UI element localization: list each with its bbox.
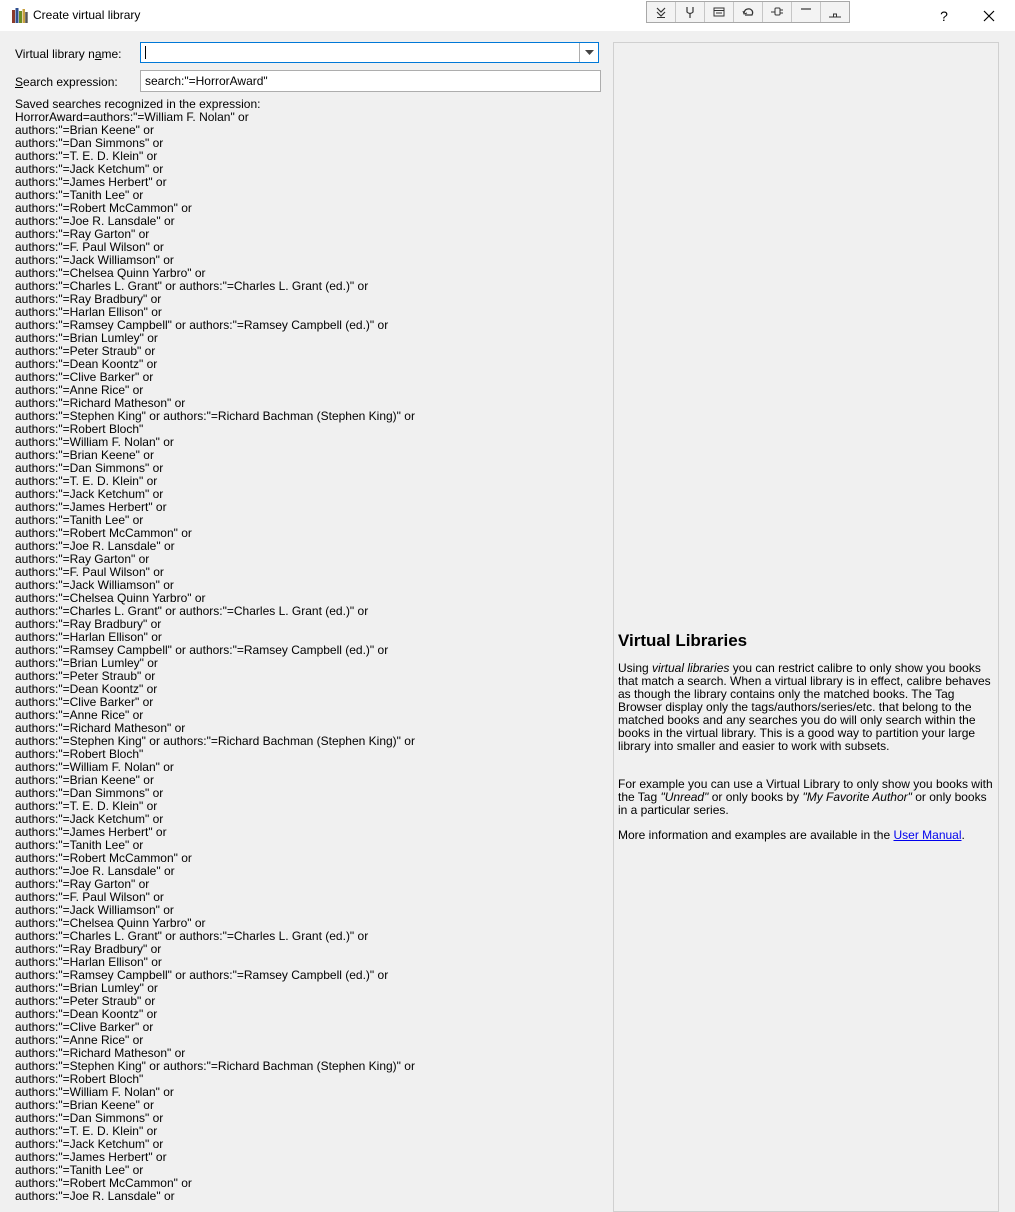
help-paragraph-more-info: More information and examples are available in the User Manual. bbox=[618, 828, 965, 842]
saved-search-line: authors:"=Brian Lumley" or bbox=[15, 981, 158, 995]
saved-search-line: authors:"=Harlan Ellison" or bbox=[15, 305, 162, 319]
saved-search-line: authors:"=Chelsea Quinn Yarbro" or bbox=[15, 591, 206, 605]
help-paragraph-example: For example you can use a Virtual Library to only show you books with the Tag "Unread" or only books by "My Favorite Author" or only books in a particular series. bbox=[618, 777, 993, 817]
virtual-library-name-input[interactable] bbox=[141, 43, 582, 62]
saved-search-line: authors:"=F. Paul Wilson" or bbox=[15, 565, 164, 579]
saved-search-line: authors:"=Brian Lumley" or bbox=[15, 331, 158, 345]
saved-search-line: authors:"=Joe R. Lansdale" or bbox=[15, 864, 175, 878]
minimize-icon[interactable] bbox=[792, 2, 821, 22]
saved-search-line: authors:"=Jack Ketchum" or bbox=[15, 1137, 164, 1151]
saved-search-line: authors:"=James Herbert" or bbox=[15, 175, 167, 189]
saved-search-line: authors:"=Dan Simmons" or bbox=[15, 1111, 164, 1125]
saved-search-line: authors:"=Robert McCammon" or bbox=[15, 526, 192, 540]
saved-search-line: authors:"=Anne Rice" or bbox=[15, 383, 144, 397]
saved-search-line: authors:"=Tanith Lee" or bbox=[15, 513, 144, 527]
saved-search-line: authors:"=Tanith Lee" or bbox=[15, 1163, 144, 1177]
saved-search-line: authors:"=Jack Williamson" or bbox=[15, 903, 174, 917]
saved-search-line: authors:"=Ray Garton" or bbox=[15, 227, 150, 241]
saved-search-line: authors:"=James Herbert" or bbox=[15, 825, 167, 839]
saved-search-line: authors:"=Joe R. Lansdale" or bbox=[15, 539, 175, 553]
saved-search-line: authors:"=Anne Rice" or bbox=[15, 1033, 144, 1047]
chevron-down-icon bbox=[585, 50, 594, 56]
library-form bbox=[0, 31, 612, 1200]
expand-down-icon[interactable] bbox=[647, 2, 676, 22]
search-expression-input[interactable] bbox=[140, 70, 601, 92]
saved-search-line: authors:"=T. E. D. Klein" or bbox=[15, 799, 158, 813]
saved-search-line: authors:"=Ramsey Campbell" or authors:"=Ramsey Campbell (ed.)" or bbox=[15, 643, 389, 657]
saved-search-line: authors:"=Robert McCammon" or bbox=[15, 201, 192, 215]
help-panel bbox=[613, 42, 999, 1212]
saved-searches-header: Saved searches recognized in the expression: bbox=[15, 97, 261, 111]
saved-search-line: authors:"=Brian Keene" or bbox=[15, 1098, 154, 1112]
saved-search-line: authors:"=Brian Keene" or bbox=[15, 123, 154, 137]
saved-search-line: authors:"=Peter Straub" or bbox=[15, 344, 156, 358]
saved-search-line: authors:"=Dean Koontz" or bbox=[15, 1007, 158, 1021]
saved-search-line: authors:"=Jack Ketchum" or bbox=[15, 162, 164, 176]
saved-search-line: authors:"=Dean Koontz" or bbox=[15, 357, 158, 371]
saved-search-line: authors:"=Jack Ketchum" or bbox=[15, 487, 164, 501]
saved-search-line: authors:"=Ray Garton" or bbox=[15, 877, 150, 891]
virtual-library-name-label: Virtual library name: bbox=[15, 47, 122, 61]
saved-search-line: authors:"=William F. Nolan" or bbox=[15, 435, 174, 449]
saved-search-line: authors:"=Robert Bloch" bbox=[15, 422, 144, 436]
saved-search-line: authors:"=Stephen King" or authors:"=Richard Bachman (Stephen King)" or bbox=[15, 1059, 415, 1073]
saved-search-line: authors:"=Charles L. Grant" or authors:"=Charles L. Grant (ed.)" or bbox=[15, 279, 369, 293]
saved-search-line: authors:"=Dan Simmons" or bbox=[15, 786, 164, 800]
title-bar bbox=[0, 0, 1015, 31]
saved-search-line: authors:"=Chelsea Quinn Yarbro" or bbox=[15, 266, 206, 280]
saved-search-line: authors:"=Ray Garton" or bbox=[15, 552, 150, 566]
undo-icon[interactable] bbox=[734, 2, 763, 22]
saved-search-line: authors:"=Ramsey Campbell" or authors:"=Ramsey Campbell (ed.)" or bbox=[15, 318, 389, 332]
saved-search-line: authors:"=Harlan Ellison" or bbox=[15, 955, 162, 969]
saved-search-line: authors:"=Clive Barker" or bbox=[15, 370, 154, 384]
saved-searches-list bbox=[15, 111, 605, 1200]
saved-search-line: authors:"=Robert Bloch" bbox=[15, 1072, 144, 1086]
saved-search-line: authors:"=Jack Ketchum" or bbox=[15, 812, 164, 826]
saved-search-line: HorrorAward=authors:"=William F. Nolan" or bbox=[15, 111, 249, 124]
saved-search-line: authors:"=James Herbert" or bbox=[15, 1150, 167, 1164]
saved-search-line: authors:"=James Herbert" or bbox=[15, 500, 167, 514]
window-title: Create virtual library bbox=[33, 8, 141, 22]
saved-search-line: authors:"=Joe R. Lansdale" or bbox=[15, 214, 175, 228]
text-caret bbox=[145, 46, 146, 59]
plug-icon[interactable] bbox=[763, 2, 792, 22]
saved-search-line: authors:"=Charles L. Grant" or authors:"=Charles L. Grant (ed.)" or bbox=[15, 929, 369, 943]
user-manual-link[interactable]: User Manual bbox=[893, 828, 962, 842]
saved-search-line: authors:"=Tanith Lee" or bbox=[15, 838, 144, 852]
saved-search-line: authors:"=Brian Keene" or bbox=[15, 773, 154, 787]
saved-search-line: authors:"=Brian Keene" or bbox=[15, 448, 154, 462]
saved-search-line: authors:"=Jack Williamson" or bbox=[15, 253, 174, 267]
saved-search-line: authors:"=Peter Straub" or bbox=[15, 994, 156, 1008]
saved-search-line: authors:"=T. E. D. Klein" or bbox=[15, 149, 158, 163]
saved-search-line: authors:"=Harlan Ellison" or bbox=[15, 630, 162, 644]
saved-search-line: authors:"=Richard Matheson" or bbox=[15, 721, 186, 735]
saved-search-line: authors:"=Ramsey Campbell" or authors:"=Ramsey Campbell (ed.)" or bbox=[15, 968, 389, 982]
saved-search-line: authors:"=Robert McCammon" or bbox=[15, 851, 192, 865]
virtual-library-name-combo[interactable] bbox=[140, 42, 599, 63]
saved-search-line: authors:"=F. Paul Wilson" or bbox=[15, 890, 164, 904]
saved-search-line: authors:"=Tanith Lee" or bbox=[15, 188, 144, 202]
saved-search-line: authors:"=Peter Straub" or bbox=[15, 669, 156, 683]
saved-search-line: authors:"=Ray Bradbury" or bbox=[15, 617, 162, 631]
saved-search-line: authors:"=William F. Nolan" or bbox=[15, 760, 174, 774]
calibre-books-icon bbox=[12, 8, 28, 23]
saved-search-line: authors:"=Richard Matheson" or bbox=[15, 396, 186, 410]
saved-search-line: authors:"=Joe R. Lansdale" or bbox=[15, 1189, 175, 1200]
saved-search-line: authors:"=Ray Bradbury" or bbox=[15, 942, 162, 956]
close-button[interactable] bbox=[978, 6, 1000, 26]
saved-search-line: authors:"=Robert McCammon" or bbox=[15, 1176, 192, 1190]
pin-icon[interactable] bbox=[676, 2, 705, 22]
saved-search-line: authors:"=Stephen King" or authors:"=Richard Bachman (Stephen King)" or bbox=[15, 734, 415, 748]
name-dropdown-button[interactable] bbox=[579, 43, 598, 62]
search-expression-label: Search expression: bbox=[15, 75, 118, 89]
saved-search-line: authors:"=F. Paul Wilson" or bbox=[15, 240, 164, 254]
saved-search-line: authors:"=T. E. D. Klein" or bbox=[15, 1124, 158, 1138]
saved-search-line: authors:"=Robert Bloch" bbox=[15, 747, 144, 761]
close-icon bbox=[983, 10, 995, 22]
saved-search-line: authors:"=Ray Bradbury" or bbox=[15, 292, 162, 306]
saved-search-line: authors:"=Clive Barker" or bbox=[15, 695, 154, 709]
window-icon[interactable] bbox=[705, 2, 734, 22]
saved-search-line: authors:"=William F. Nolan" or bbox=[15, 1085, 174, 1099]
saved-search-line: authors:"=Richard Matheson" or bbox=[15, 1046, 186, 1060]
saved-search-line: authors:"=Charles L. Grant" or authors:"=Charles L. Grant (ed.)" or bbox=[15, 604, 369, 618]
saved-search-line: authors:"=Stephen King" or authors:"=Richard Bachman (Stephen King)" or bbox=[15, 409, 415, 423]
saved-search-line: authors:"=Brian Lumley" or bbox=[15, 656, 158, 670]
saved-search-line: authors:"=Dean Koontz" or bbox=[15, 682, 158, 696]
restore-icon[interactable] bbox=[821, 2, 849, 22]
help-paragraph-intro: Using virtual libraries you can restrict calibre to only show you books that match a search. When a virtual library is in effect, calibre behaves as though the library contains only the matched books. The Tag Browser display only the tags/authors/series/etc. that belong to the matched books and any searches you do will only search within the books in the virtual library. This is a good way to partition your large library into smaller and easier to work with subsets. bbox=[618, 661, 991, 753]
saved-search-line: authors:"=Dan Simmons" or bbox=[15, 136, 164, 150]
window-tools-toolbar bbox=[646, 1, 850, 23]
saved-search-line: authors:"=Clive Barker" or bbox=[15, 1020, 154, 1034]
saved-search-line: authors:"=Anne Rice" or bbox=[15, 708, 144, 722]
help-button[interactable]: ? bbox=[940, 8, 948, 24]
help-heading: Virtual Libraries bbox=[618, 631, 748, 650]
saved-search-line: authors:"=Jack Williamson" or bbox=[15, 578, 174, 592]
saved-search-line: authors:"=Dan Simmons" or bbox=[15, 461, 164, 475]
saved-search-line: authors:"=Chelsea Quinn Yarbro" or bbox=[15, 916, 206, 930]
saved-search-line: authors:"=T. E. D. Klein" or bbox=[15, 474, 158, 488]
